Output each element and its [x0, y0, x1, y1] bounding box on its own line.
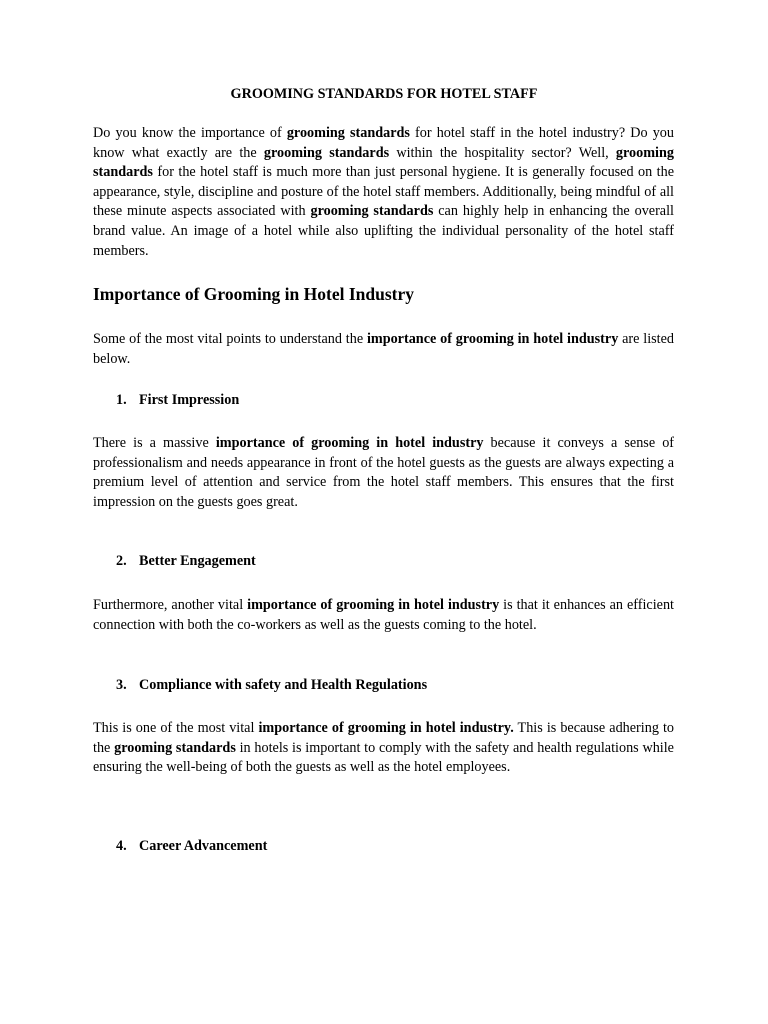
text-run: There is a massive [93, 435, 216, 451]
bold-text: importance of grooming in hotel industry [366, 331, 619, 347]
bold-text: grooming standards [93, 144, 674, 181]
bold-text: importance of grooming in hotel industry [247, 597, 500, 613]
item-2-paragraph [93, 596, 674, 635]
list-number: 4. [116, 838, 127, 854]
text-run: for the hotel staff is much more than just personal hygiene. It is generally focused on the appearance, style, discipline and posture of the hotel staff members. Additionally, being mindful of all these minute aspects associated with [93, 164, 674, 220]
document-title: GROOMING STANDARDS FOR HOTEL STAFF [230, 86, 538, 102]
bold-text: grooming standards [310, 203, 434, 220]
text-run: Do you know the importance of [93, 125, 287, 141]
text-run: in hotels is important to comply with the safety and health regulations while ensuring the well-being of both the guests as well as the hotel employees. [93, 739, 674, 776]
text-run: are listed below. [93, 331, 674, 367]
text-run: Furthermore, another vital [93, 597, 248, 613]
list-heading-text: First Impression [139, 392, 240, 408]
bold-text: importance of grooming in hotel industry [215, 435, 484, 451]
list-heading-text: Better Engagement [139, 553, 256, 569]
list-item-heading-1 [116, 392, 239, 409]
list-item-heading-3 [116, 677, 427, 694]
item-1-paragraph [93, 434, 674, 512]
list-number: 3. [116, 677, 127, 693]
list-number: 2. [116, 553, 127, 569]
section-heading: Importance of Grooming in Hotel Industry [93, 284, 414, 304]
section-intro-paragraph [93, 330, 674, 369]
list-number: 1. [116, 392, 127, 408]
text-run: because it conveys a sense of professionalism and needs appearance in front of the hotel guests as the guests are always expecting a premium level of attention and service from the hotel staff members. This ensures that the first impression on the guests goes great. [93, 435, 675, 510]
bold-text: grooming standards [286, 125, 410, 141]
text-run: for hotel staff in the hotel industry? Do you know what exactly are the [93, 125, 674, 161]
text-run: This is one of the most vital [93, 720, 259, 736]
text-run: Some of the most vital points to understand the [93, 331, 367, 347]
bold-text: grooming standards [114, 739, 236, 756]
bold-text: grooming standards [263, 144, 390, 161]
item-3-paragraph [93, 719, 674, 778]
text-run: is that it enhances an efficient connection with both the co-workers as well as the guests coming to the hotel. [93, 597, 674, 633]
list-heading-text: Career Advancement [139, 838, 268, 854]
text-run: This is because adhering to the [93, 720, 674, 756]
text-run: can highly help in enhancing the overall brand value. An image of a hotel while also uplifting the individual personality of the hotel staff members. [93, 203, 674, 259]
list-heading-text: Compliance with safety and Health Regulations [139, 677, 428, 693]
intro-paragraph [93, 124, 674, 261]
list-item-heading-2 [116, 553, 256, 570]
list-item-heading-4 [116, 838, 267, 855]
text-run: within the hospitality sector? Well, [389, 144, 616, 161]
bold-text: importance of grooming in hotel industry. [258, 720, 514, 736]
